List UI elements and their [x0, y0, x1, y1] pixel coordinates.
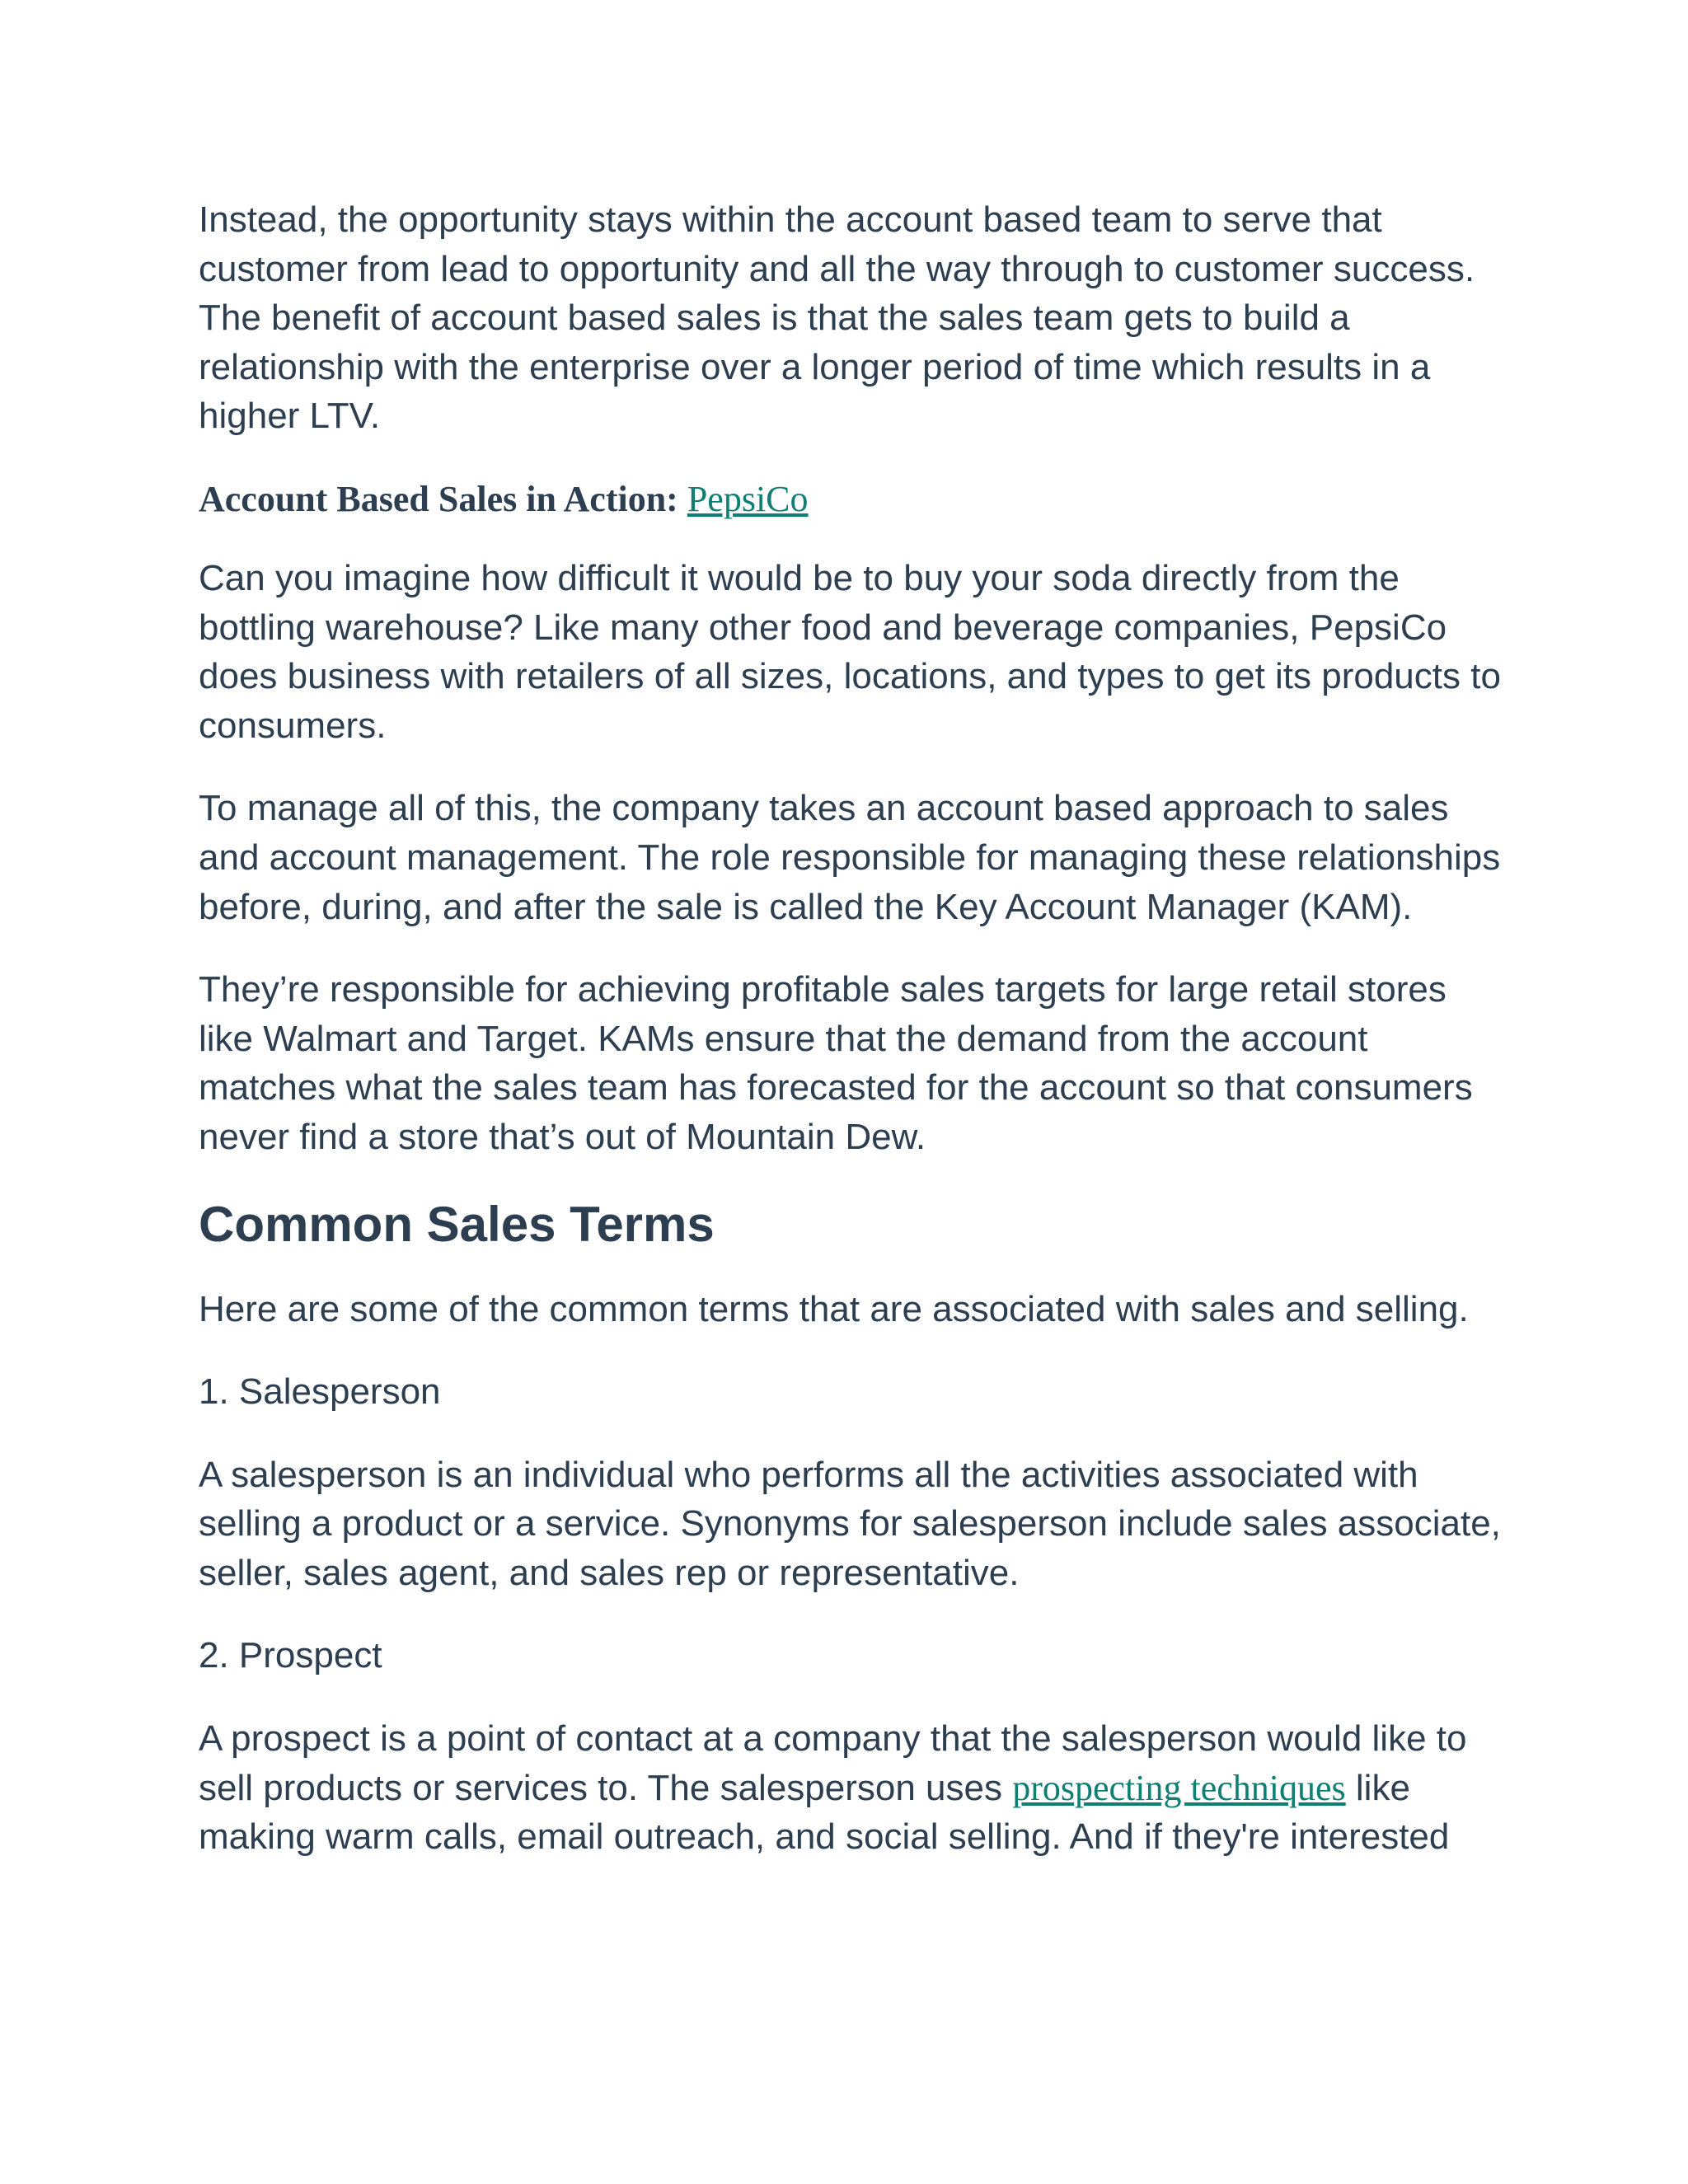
pepsico-link[interactable]: PepsiCo	[687, 478, 809, 519]
prospect-definition-end: like making warm calls, email outreach, and social selling. And if they're interested	[199, 1767, 1450, 1858]
prospect-definition-start: A prospect is a point of contact at a company that the salesperson would like to sell products or services to. The salesperson uses	[199, 1718, 1467, 1808]
subheading-label: Account Based Sales in Action:	[199, 478, 678, 519]
intro-paragraph: Instead, the opportunity stays within the account based team to serve that customer from lead to opportunity and all the way through to customer success. The benefit of account based sales is that the sales team gets to build a relationship with the enterprise over a longer period of time which results in a higher LTV.	[199, 199, 1475, 437]
prospect-definition	[199, 1714, 1501, 1862]
term-heading-prospect: 2. Prospect	[199, 1635, 382, 1676]
terms-intro-paragraph: Here are some of the common terms that are associated with sales and selling.	[199, 1288, 1469, 1329]
pepsico-paragraph-3: They’re responsible for achieving profitable sales targets for large retail stores like Walmart and Target. KAMs ensure that the demand from the account matches what the sales team has forecasted for the account so that consumers never find a store that’s out of Mountain Dew.	[199, 969, 1473, 1157]
salesperson-definition: A salesperson is an individual who performs all the activities associated with selling a product or a service. Synonyms for salesperson include sales associate, seller, sales agent, and sales rep or representative.	[199, 1454, 1501, 1593]
prospecting-techniques-link[interactable]: prospecting techniques	[1012, 1767, 1346, 1808]
pepsico-paragraph-1: Can you imagine how difficult it would be to buy your soda directly from the bottling warehouse? Like many other food and beverage companies, PepsiCo does business with retailers of all sizes, locations, and types to get its products to consumers.	[199, 557, 1501, 746]
pepsico-paragraph-2: To manage all of this, the company takes an account based approach to sales and account management. The role responsible for managing these relationships before, during, and after the sale is called the Key Account Manager (KAM).	[199, 788, 1501, 927]
term-heading-salesperson: 1. Salesperson	[199, 1371, 441, 1413]
pepsico-subheading	[199, 475, 1501, 524]
section-heading-common-sales-terms: Common Sales Terms	[199, 1196, 715, 1252]
article-content	[199, 195, 1501, 1896]
